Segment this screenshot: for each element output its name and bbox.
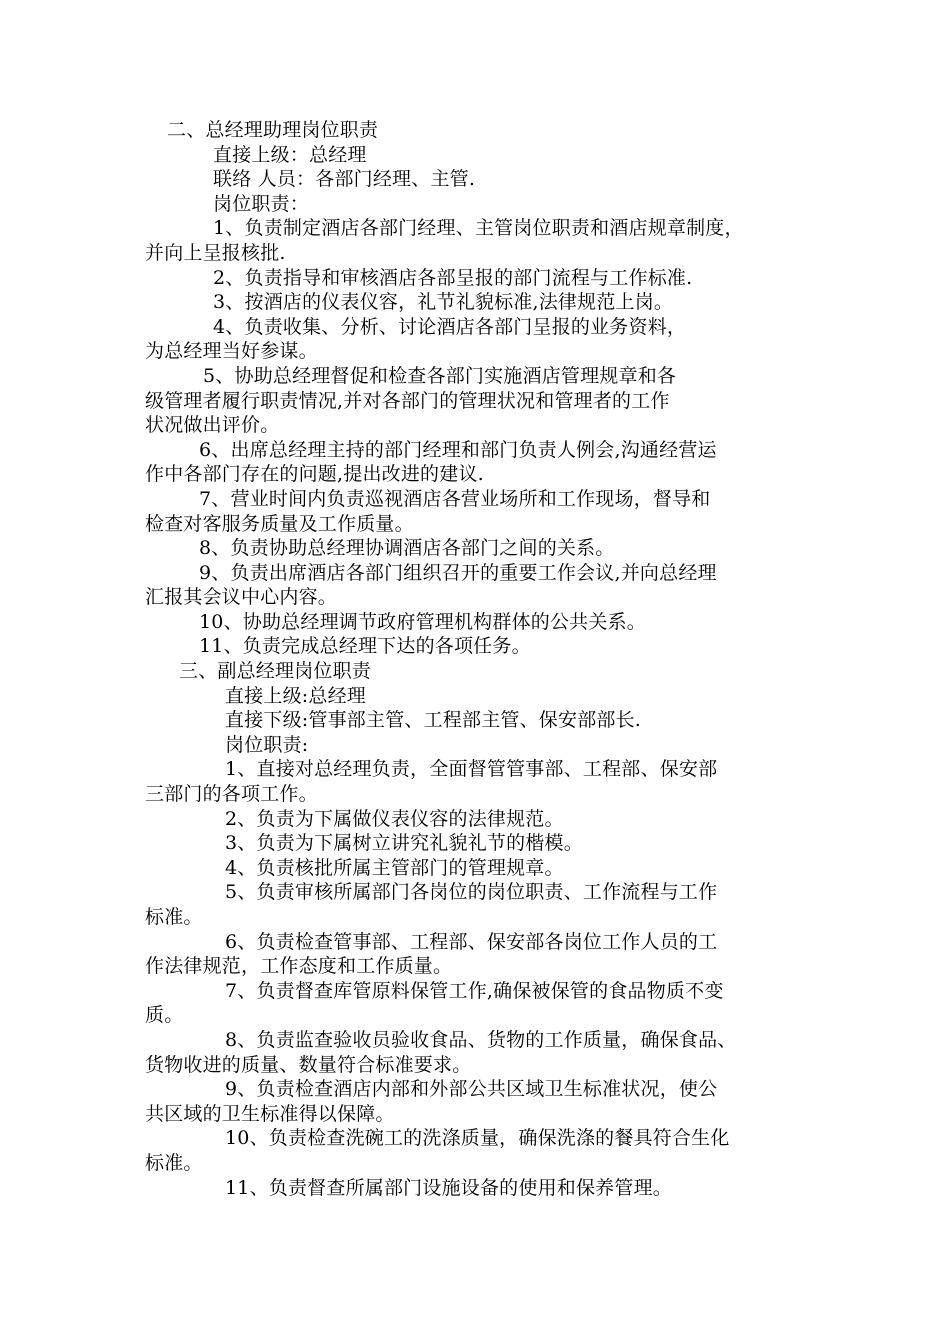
direct-superior: 直接上级：总经理 bbox=[213, 143, 367, 166]
duty-item bbox=[145, 1077, 825, 1126]
duty-line: 级管理者履行职责情况,并对各部门的管理状况和管理者的工作 bbox=[145, 389, 670, 412]
duties-label: 岗位职责： bbox=[213, 192, 310, 215]
duty-line: 4、负责核批所属主管部门的管理规章。 bbox=[225, 856, 564, 879]
duty-item bbox=[145, 807, 825, 832]
duty-item bbox=[145, 979, 825, 1028]
duty-line: 4、负责收集、分析、讨论酒店各部门呈报的业务资料， bbox=[213, 315, 687, 338]
duty-item bbox=[145, 1028, 825, 1077]
duty-line: 标准。 bbox=[145, 1151, 203, 1174]
duty-line: 7、营业时间内负责巡视酒店各营业场所和工作现场，督导和 bbox=[199, 487, 711, 510]
duty-line: 作中各部门存在的问题,提出改进的建议. bbox=[145, 463, 484, 486]
duty-item bbox=[145, 856, 825, 881]
duty-item bbox=[145, 930, 825, 979]
duty-line: 1、负责制定酒店各部门经理、主管岗位职责和酒店规章制度， bbox=[213, 217, 744, 240]
liaison-personnel: 联络 人员：各部门经理、主管. bbox=[213, 168, 476, 191]
duty-line: 6、出席总经理主持的部门经理和部门负责人例会,沟通经营运 bbox=[199, 438, 717, 461]
duty-item bbox=[145, 266, 825, 291]
duty-line: 10、协助总经理调节政府管理机构群体的公共关系。 bbox=[199, 610, 646, 633]
duty-item bbox=[145, 880, 825, 929]
direct-superior: 直接上级:总经理 bbox=[225, 684, 367, 707]
duty-line: 11、负责完成总经理下达的各项任务。 bbox=[199, 635, 531, 658]
duty-item bbox=[145, 757, 825, 806]
duty-line: 2、负责为下属做仪表仪容的法律规范。 bbox=[225, 807, 564, 830]
duty-line: 货物收进的质量、数量符合标准要求。 bbox=[145, 1053, 472, 1076]
duty-item bbox=[145, 216, 825, 265]
duty-line: 8、负责监查验收员验收食品、货物的工作质量，确保食品、 bbox=[225, 1028, 737, 1051]
duty-line: 7、负责督查库管原料保管工作,确保被保管的食品物质不变 bbox=[225, 979, 724, 1002]
duties-label: 岗位职责: bbox=[225, 733, 309, 756]
duty-line: 5、协助总经理督促和检查各部门实施酒店管理规章和各 bbox=[203, 364, 677, 387]
document-body bbox=[145, 118, 825, 1200]
duty-item bbox=[145, 610, 825, 635]
duty-item bbox=[145, 438, 825, 487]
direct-subordinates: 直接下级:管事部主管、工程部主管、保安部部长. bbox=[225, 709, 642, 732]
duty-item bbox=[145, 290, 825, 315]
duty-line: 作法律规范，工作态度和工作质量。 bbox=[145, 955, 453, 978]
duty-item bbox=[145, 1126, 825, 1175]
duty-line: 3、负责为下属树立讲究礼貌礼节的楷模。 bbox=[225, 832, 583, 855]
duty-line: 1、直接对总经理负责，全面督管管事部、工程部、保安部 bbox=[225, 758, 718, 781]
duty-item bbox=[145, 831, 825, 856]
duty-line: 6、负责检查管事部、工程部、保安部各岗位工作人员的工 bbox=[225, 930, 718, 953]
duty-line: 3、按酒店的仪表仪容，礼节礼貌标准,法律规范上岗。 bbox=[213, 291, 674, 314]
duty-line: 为总经理当好参谋。 bbox=[145, 340, 318, 363]
duty-item bbox=[145, 364, 825, 438]
duty-line: 2、负责指导和审核酒店各部呈报的部门流程与工作标准. bbox=[213, 266, 693, 289]
duty-item bbox=[145, 315, 825, 364]
duty-line: 共区域的卫生标准得以保障。 bbox=[145, 1102, 395, 1125]
duty-item bbox=[145, 487, 825, 536]
duty-line: 三部门的各项工作。 bbox=[145, 783, 318, 806]
duty-line: 并向上呈报核批. bbox=[145, 241, 286, 264]
duty-line: 11、负责督查所属部门设施设备的使用和保养管理。 bbox=[225, 1176, 672, 1199]
duty-line: 5、负责审核所属部门各岗位的岗位职责、工作流程与工作 bbox=[225, 881, 718, 904]
section-heading: 三、副总经理岗位职责 bbox=[179, 660, 372, 683]
duty-item bbox=[145, 1176, 825, 1201]
duty-line: 检查对客服务质量及工作质量。 bbox=[145, 512, 414, 535]
duty-line: 状况做出评价。 bbox=[145, 414, 280, 437]
duty-line: 质。 bbox=[145, 1004, 184, 1027]
duty-line: 9、负责检查酒店内部和外部公共区域卫生标准状况，使公 bbox=[225, 1078, 718, 1101]
duty-line: 10、负责检查洗碗工的洗涤质量，确保洗涤的餐具符合生化 bbox=[225, 1127, 730, 1150]
duty-line: 标准。 bbox=[145, 906, 203, 928]
duty-line: 8、负责协助总经理协调酒店各部门之间的关系。 bbox=[199, 537, 615, 560]
section-heading: 二、总经理助理岗位职责 bbox=[167, 119, 379, 141]
duty-item bbox=[145, 536, 825, 561]
duty-line: 汇报其会议中心内容。 bbox=[145, 586, 338, 609]
duty-line: 9、负责出席酒店各部门组织召开的重要工作会议,并向总经理 bbox=[199, 561, 717, 584]
duty-item bbox=[145, 634, 825, 659]
duty-item bbox=[145, 561, 825, 610]
